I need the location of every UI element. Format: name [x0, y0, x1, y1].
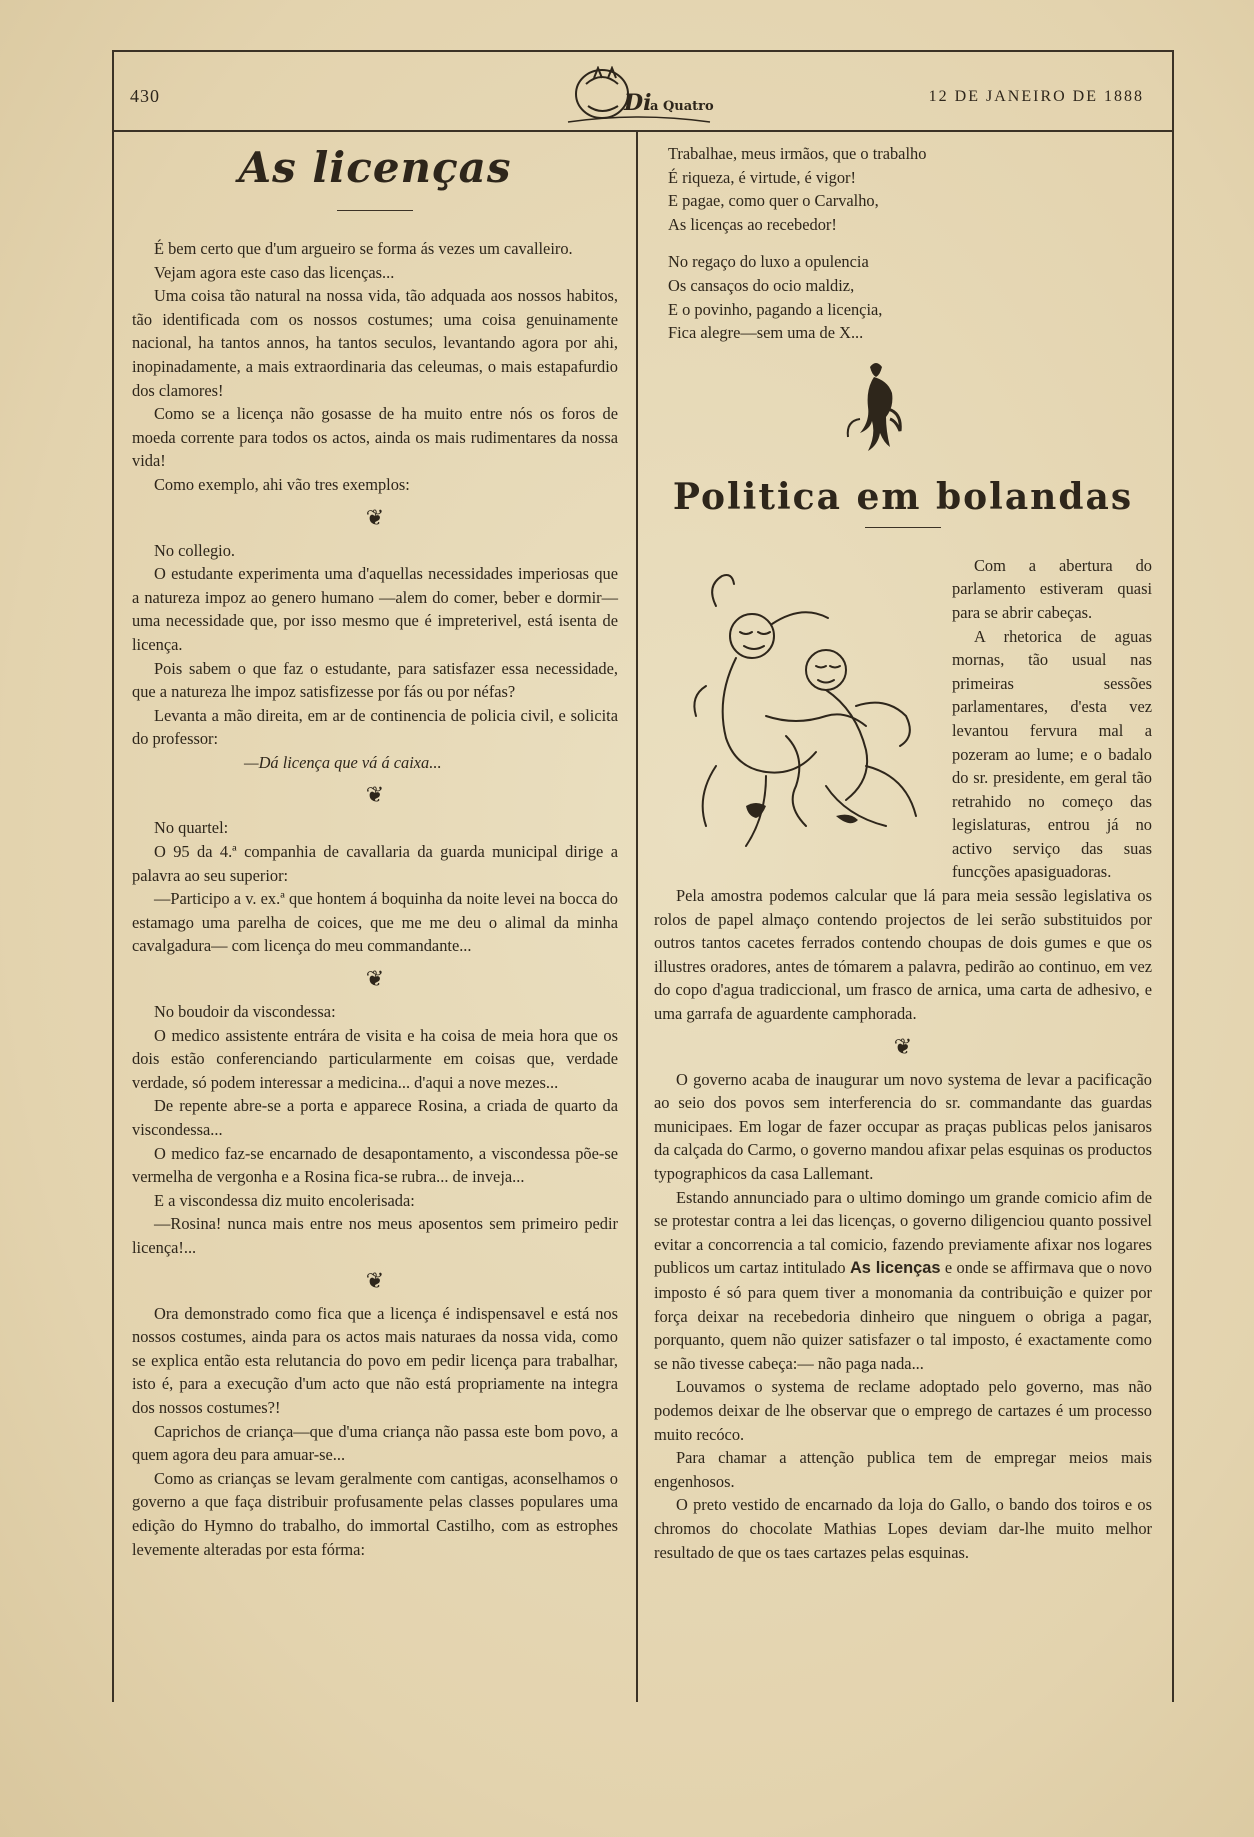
article-title-politica: Politica em bolandas [672, 475, 1134, 518]
paragraph: O medico assistente entrára de visita e ha coisa de meia hora que os dois estão conferenciando particularmente em coisas que, verdade verdade, só podem interessar a medicina... d'aqui a nove mezes... [132, 1025, 618, 1092]
paragraph: O estudante experimenta uma d'aquellas necessidades imperiosas que a natureza impoz ao genero humano —alem do comer, beber e dormir—uma necessidade que, por isso mesmo que é impreterivel, está isenta de licença. [132, 564, 618, 654]
paragraph: O governo acaba de inaugurar um novo systema de levar a pacificação ao seio dos povos sem interferencia do sr. commandante das guardas municipaes. Em logar de fazer occupar as praças publicas pelos janisaros da calçada do Carmo, o governo mandou afixar pelas esquinas os productos typographicos da casa Lallemant. [654, 1069, 1152, 1183]
paragraph: No quartel: [154, 818, 229, 838]
verse-line: É riqueza, é virtude, é vigor! [668, 167, 856, 187]
paragraph: Uma coisa tão natural na nossa vida, tão adquada aos nossos habitos, tão identificada com os nossos costumes; uma coisa genuinamente nacional, ha tantos annos, ha tantos seculos, levantando agora por ahi, inopinadamente, a mais extraordinaria das celeumas, o mais estapafurdio dos clamores! [132, 286, 618, 400]
poster-title: As licenças [849, 1259, 941, 1278]
paragraph: E a viscondessa diz muito encolerisada: [154, 1190, 415, 1210]
paragraph: Com a abertura do parlamento estiveram quasi para se abrir cabeças. [952, 555, 1152, 622]
paragraph: Levanta a mão direita, em ar de continencia de policia civil, e solicita do professor: [132, 705, 618, 749]
verse-line: E pagae, como quer o Carvalho, [668, 191, 879, 211]
verse-line: Fica alegre—sem uma de X... [668, 323, 864, 343]
left-column [132, 142, 618, 1561]
paragraph: Louvamos o systema de reclame adoptado pelo governo, mas não podemos deixar de lhe observar que o emprego de cartazes é um processo muito recóco. [654, 1377, 1152, 1444]
ornament-separator-icon: ❦ [365, 504, 385, 530]
paragraph-text: e onde se affirmava que o novo imposto é só para quem tiver a monomania da contribuição e quizer por força deixar na recebedoria dinheiro que ninguem o obriga a pagar, porquanto, quem não quizer satisfazer o tal imposto, é exactamente como se não tivesse cabeça:— não paga nada... [654, 1258, 1152, 1373]
page-number: 430 [130, 86, 160, 106]
verse-stanza [654, 142, 1152, 236]
ornament-separator-icon: ❦ [365, 966, 385, 992]
svg-text:a Quatro: a Quatro [650, 99, 714, 114]
paragraph: Caprichos de criança—que d'uma criança não passa este bom povo, a quem agora deu para amuar-se... [132, 1421, 618, 1465]
paragraph: O 95 da 4.ª companhia de cavallaria da guarda municipal dirige a palavra ao seu superior: [132, 842, 618, 885]
paragraph: Ora demonstrado como fica que a licença é indispensavel e está nos nossos costumes, ainda para os actos mais naturaes da nossa vida, como se explica então esta relutancia do povo em pedir licença para trabalhar, isto é, para a execução d'um acto que não está propriamente na integra dos nossos costumes?! [132, 1303, 618, 1417]
quote-line: —Dá licença que vá á caixa... [244, 752, 442, 772]
verse-line: Os cansaços do ocio maldiz, [668, 275, 855, 295]
paragraph: Pois sabem o que faz o estudante, para satisfazer essa necessidade, que a natureza lhe impoz satisfizesse por fás ou por néfas? [132, 658, 618, 702]
article-title-licencas: As licenças [238, 143, 512, 192]
ornament-separator-icon: ❦ [365, 1267, 385, 1293]
paragraph: Para chamar a attenção publica tem de empregar meios mais engenhosos. [654, 1448, 1152, 1491]
verse-line: As licenças ao recebedor! [668, 214, 837, 234]
page-frame [112, 50, 1174, 1702]
ornament-separator-icon: ❦ [365, 782, 385, 808]
paragraph [654, 1186, 1152, 1376]
paragraph: De repente abre-se a porta e apparece Rosina, a criada de quarto da viscondessa... [132, 1096, 618, 1139]
page-header [114, 52, 1172, 132]
paragraph: Como as crianças se levam geralmente com cantigas, aconselhamos o governo a que faça distribuir profusamente pelas classes populares uma edição do Hymno do trabalho, do immortal Castilho, com as estrophes levemente alteradas por esta fórma: [132, 1468, 618, 1559]
masthead-logo-icon [564, 66, 714, 128]
paragraph-text: Estando annunciado para o ultimo domingo um grande comicio afim de se protestar contra a lei das licenças, o governo diligenciou quanto possivel evitar a concorrencia a tal comicio, fazendo previamente afixar nos logares publicos um cartaz intitulado [654, 1187, 1152, 1278]
paragraph: Vejam agora este caso das licenças... [154, 262, 395, 282]
ornament-separator-icon: ❦ [893, 1033, 913, 1059]
paragraph: É bem certo que d'um argueiro se forma ás vezes um cavalleiro. [154, 239, 573, 258]
verse-line: Trabalhae, meus irmãos, que o trabalho [668, 144, 927, 163]
paragraph: Como se a licença não gosasse de ha muito entre nós os foros de moeda corrente para todos os actos, ainda os mais rudimentares da nossa vida! [132, 404, 618, 471]
verse-stanza [654, 250, 1152, 344]
paragraph: O preto vestido de encarnado da loja do Gallo, o bando dos toiros e os chromos do chocolate Mathias Lopes deviam dar-lhe muito melhor resultado de que os taes cartazes pelas esquinas. [654, 1495, 1152, 1562]
verse-line: E o povinho, pagando a licençia, [668, 299, 883, 319]
right-column [654, 142, 1152, 1564]
header-rule [114, 130, 1172, 132]
parliament-brawl-illustration [676, 566, 936, 866]
svg-text:Di: Di [624, 90, 652, 116]
paragraph: No collegio. [154, 540, 236, 560]
paragraph: A rhetorica de aguas mornas, tão usual nas primeiras sessões parlamentares, d'esta vez levantou fervura mal a pozeram ao lume; e o badalo do sr. presidente, em geral tão retrahido no começo das legislaturas, entrou já no activo serviço das suas funcções apasiguadoras. [952, 626, 1152, 882]
paragraph: —Rosina! nunca mais entre nos meus aposentos sem primeiro pedir licença!... [132, 1214, 618, 1257]
title-rule [865, 527, 941, 528]
column-divider [636, 132, 638, 1702]
paragraph: Como exemplo, ahi vão tres exemplos: [154, 474, 410, 494]
title-rule [337, 210, 413, 211]
devil-figure-icon [834, 359, 914, 469]
verse-line: No regaço do luxo a opulencia [668, 252, 869, 272]
paragraph: O medico faz-se encarnado de desapontamento, a viscondessa põe-se vermelha de vergonha e a Rosina fica-se rubra... de inveja... [132, 1143, 618, 1187]
paragraph: —Participo a v. ex.ª que hontem á boquinha da noite levei na bocca do estamago uma parelha de coices, que me me deu o alimal da minha cavalgadura— com licença do meu commandante... [132, 889, 618, 956]
issue-date: 12 DE JANEIRO DE 1888 [928, 88, 1144, 105]
paragraph: Pela amostra podemos calcular que lá para meia sessão legislativa os rolos de papel almaço contendo projectos de lei serão substituidos por outros tantos cacetes ferrados contendo choupas de dois gumes e que os illustres oradores, antes de tómarem a palavra, pedirão ao continuo, em vez do copo d'agua tradiccional, um frasco de arnica, uma carta de adhesivo, e uma garrafa de aguardente camphorada. [654, 886, 1152, 1024]
devil-vignette [654, 359, 1152, 469]
paragraph: No boudoir da viscondessa: [154, 1002, 336, 1022]
